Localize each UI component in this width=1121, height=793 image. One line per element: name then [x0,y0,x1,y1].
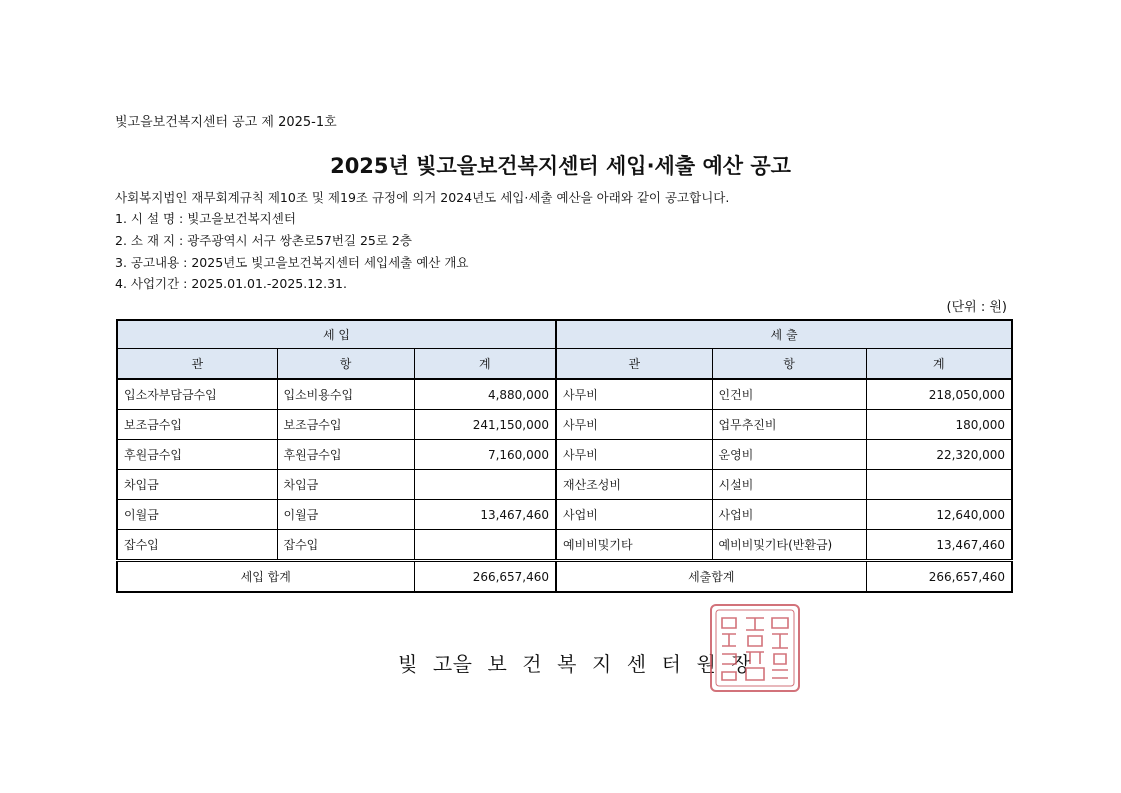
revenue-amount-cell: 13,467,460 [414,500,556,530]
revenue-hang-cell: 입소비용수입 [277,379,414,410]
revenue-hang-cell: 이월금 [277,500,414,530]
table-row [117,410,1012,440]
revenue-gwan-cell: 차입금 [117,470,277,500]
revenue-hang-cell: 보조금수입 [277,410,414,440]
signature-char: 센 [626,652,647,676]
expense-hang-cell: 사업비 [712,500,866,530]
revenue-gwan-cell: 보조금수입 [117,410,277,440]
table-row [117,500,1012,530]
expense-header: 세 출 [556,320,1012,349]
seal-glyphs-right [772,618,788,678]
expense-hang-cell: 운영비 [712,440,866,470]
expense-amount-cell: 13,467,460 [866,530,1012,561]
unit-label: (단위 : 원) [946,300,1007,315]
expense-col-gye: 계 [866,349,1012,380]
expense-gwan-cell: 사무비 [556,379,712,410]
notice-number: 빛고을보건복지센터 공고 제 2025-1호 [115,115,337,130]
table-row [117,530,1012,561]
expense-hang-cell: 업무추진비 [712,410,866,440]
revenue-amount-cell: 241,150,000 [414,410,556,440]
revenue-total-label: 세입 합계 [117,561,414,593]
signature-char: 건 [522,652,543,676]
official-seal-stamp [708,602,804,694]
expense-gwan-cell: 재산조성비 [556,470,712,500]
info-notice-content: 3. 공고내용 : 2025년도 빛고을보건복지센터 세입세출 예산 개요 [115,255,469,270]
signature-char: 복 [557,652,577,676]
total-row [117,561,1012,593]
expense-amount-cell: 180,000 [866,410,1012,440]
signature-char: 장 [731,652,752,676]
signature-char: 터 [661,652,682,676]
revenue-header: 세 입 [117,320,556,349]
table-row [117,470,1012,500]
revenue-col-hang: 항 [277,349,414,380]
expense-amount-cell: 22,320,000 [866,440,1012,470]
expense-gwan-cell: 사무비 [556,440,712,470]
signature-char: 원 [696,652,717,676]
signature-char: 보 [487,652,508,676]
intro-text: 사회복지법인 재무회계규칙 제10조 및 제19조 규정에 의거 2024년도 세입·세출 예산을 아래와 같이 공고합니다. [115,190,730,205]
table-column-header-row [117,349,1012,380]
revenue-amount-cell [414,470,556,500]
expense-hang-cell: 시설비 [712,470,866,500]
revenue-total-amount: 266,657,460 [414,561,556,593]
expense-amount-cell: 12,640,000 [866,500,1012,530]
expense-amount-cell [866,470,1012,500]
info-business-period: 4. 사업기간 : 2025.01.01.-2025.12.31. [115,276,347,291]
revenue-amount-cell [414,530,556,561]
revenue-amount-cell: 7,160,000 [414,440,556,470]
budget-table [116,319,1013,593]
table-row [117,440,1012,470]
signature-char: 고을 [432,652,473,676]
expense-gwan-cell: 사무비 [556,410,712,440]
expense-hang-cell: 인건비 [712,379,866,410]
revenue-hang-cell: 후원금수입 [277,440,414,470]
revenue-gwan-cell: 입소자부담금수입 [117,379,277,410]
expense-gwan-cell: 사업비 [556,500,712,530]
expense-hang-cell: 예비비및기타(반환금) [712,530,866,561]
revenue-col-gwan: 관 [117,349,277,380]
revenue-hang-cell: 차입금 [277,470,414,500]
table-group-header-row [117,320,1012,349]
info-address: 2. 소 재 지 : 광주광역시 서구 쌍촌로57번길 25로 2층 [115,233,412,248]
expense-col-hang: 항 [712,349,866,380]
document-title: 2025년 빛고을보건복지센터 세입·세출 예산 공고 [330,154,791,178]
seal-glyphs-left [722,618,736,680]
revenue-gwan-cell: 후원금수입 [117,440,277,470]
seal-glyphs-middle [746,618,764,680]
revenue-amount-cell: 4,880,000 [414,379,556,410]
revenue-gwan-cell: 이월금 [117,500,277,530]
expense-total-label: 세출합계 [556,561,866,593]
expense-amount-cell: 218,050,000 [866,379,1012,410]
revenue-gwan-cell: 잡수입 [117,530,277,561]
expense-col-gwan: 관 [556,349,712,380]
signature-char: 빛 [398,652,418,676]
signature-char: 지 [591,652,612,676]
expense-total-amount: 266,657,460 [866,561,1012,593]
table-row [117,379,1012,410]
revenue-hang-cell: 잡수입 [277,530,414,561]
revenue-col-gye: 계 [414,349,556,380]
expense-gwan-cell: 예비비및기타 [556,530,712,561]
info-facility-name: 1. 시 설 명 : 빛고을보건복지센터 [115,211,296,226]
